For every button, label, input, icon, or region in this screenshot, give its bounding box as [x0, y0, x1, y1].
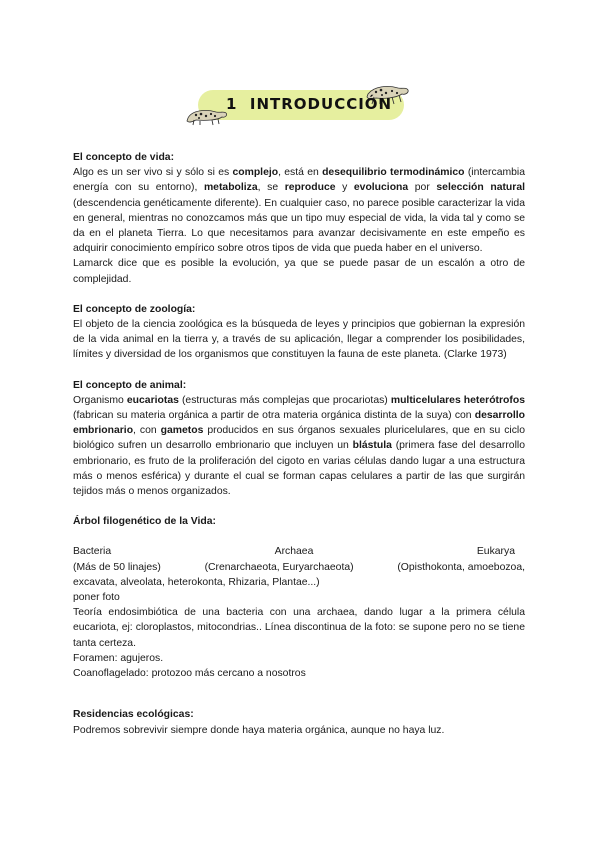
detail-eukarya-cont: excavata, alveolata, heterokonta, Rhizaria, Plantae...): [73, 576, 320, 588]
zoologia-paragraph: El objeto de la ciencia zoológica es la búsqueda de leyes y principios que gobiernan la expresión de la vida animal en la tierra y, a través de su aplicación, llegar a comprender los posibilidades, límites y diversidad de los organismos que constituyen la fauna de este planeta. (Clarke 1973): [73, 319, 525, 361]
photo-note: poner foto: [73, 592, 120, 604]
animal-paragraph: Organismo eucariotas (estructuras más complejas que procariotas) multicelulares heterótrofos (fabrican su materia orgánica a partir de otra materia orgánica distinta de la suya) con desarrollo embrionario, con gametos producidos en sus órganos sexuales pluricelulares, que en su ciclo biológico sufren un desarrollo embrionario que incluyen un blástula (primera fase del desarrollo embrionario, es fruto de la proliferación del cigoto en varias células dando lugar a una estructura más o menos esférica) y durante el cual se forman capas celulares a partir de las que surgirán tejidos más o menos organizados.: [73, 394, 525, 498]
page-title: 1 INTRODUCCIÓN: [226, 95, 393, 113]
section-header: [190, 84, 412, 126]
bold-term: gametos: [160, 425, 204, 437]
domain-eukarya: Eukarya: [476, 546, 515, 558]
domain-bacteria: Bacteria: [73, 546, 112, 558]
bold-term: selección natural: [436, 182, 525, 194]
vida-paragraph-1: Algo es un ser vivo si y sólo si es complejo, está en desequilibrio termodinámico (intercambia energía con su entorno), metaboliza, se reproduce y evoluciona por selección natural (descendencia genéticamente diferente). En cualquier caso, no parece posible caracterizar la vida en general, mientras no conozcamos más que un tipo muy especial de vida, la vida tal y como se da en el planeta Tierra. Lo que necesitamos para avanzar decisivamente en este empeño es adquirir conocimiento empírico sobre otros tipos de vida que pueda haber en el universo.: [73, 167, 525, 255]
section-title-residencias: Residencias ecológicas:: [73, 709, 194, 721]
vida-paragraph-2: Lamarck dice que es posible la evolución, ya que se puede pasar de un escalón a otro de complejidad.: [73, 258, 525, 285]
detail-eukarya: (Opisthokonta, amoebozoa,: [397, 561, 525, 573]
teoria-paragraph: Teoría endosimbiótica de una bacteria con una archaea, dando lugar a la primera célula eucariota, ej: cloroplastos, mitocondrias.. Línea discontinua de la foto: se supone pero no se tiene tanta certeza.: [73, 607, 525, 649]
document-body: [73, 150, 525, 738]
bold-term: multicelulares heterótrofos: [390, 394, 525, 406]
tree-domains: [73, 544, 525, 559]
leopard-illustration-left: [184, 104, 230, 126]
bold-term: desequilibrio termodinámico: [322, 167, 465, 179]
bold-term: desarrollo embrionario: [73, 410, 525, 437]
bold-term: metaboliza: [203, 182, 258, 194]
bold-term: reproduce: [284, 182, 336, 194]
coano-line: Coanoflagelado: protozoo más cercano a nosotros: [73, 668, 306, 680]
domain-archaea: Archaea: [274, 546, 314, 558]
bold-term: eucariotas: [126, 394, 179, 406]
tree-details: [73, 560, 525, 575]
section-title-vida: El concepto de vida:: [73, 152, 175, 163]
section-title-arbol: Árbol filogenético de la Vida:: [73, 516, 216, 528]
bold-term: blástula: [352, 440, 392, 452]
foramen-line: Foramen: agujeros.: [73, 652, 164, 664]
detail-bacteria: (Más de 50 linajes): [73, 561, 161, 573]
bold-term: evoluciona: [353, 182, 409, 194]
residencias-paragraph: Podremos sobrevivir siempre donde haya materia orgánica, aunque no haya luz.: [73, 724, 445, 736]
detail-archaea: (Crenarchaeota, Euryarchaeota): [204, 561, 354, 573]
section-title-zoologia: El concepto de zoología:: [73, 303, 196, 315]
section-title-animal: El concepto de animal:: [73, 379, 187, 391]
bold-term: complejo: [232, 167, 279, 179]
